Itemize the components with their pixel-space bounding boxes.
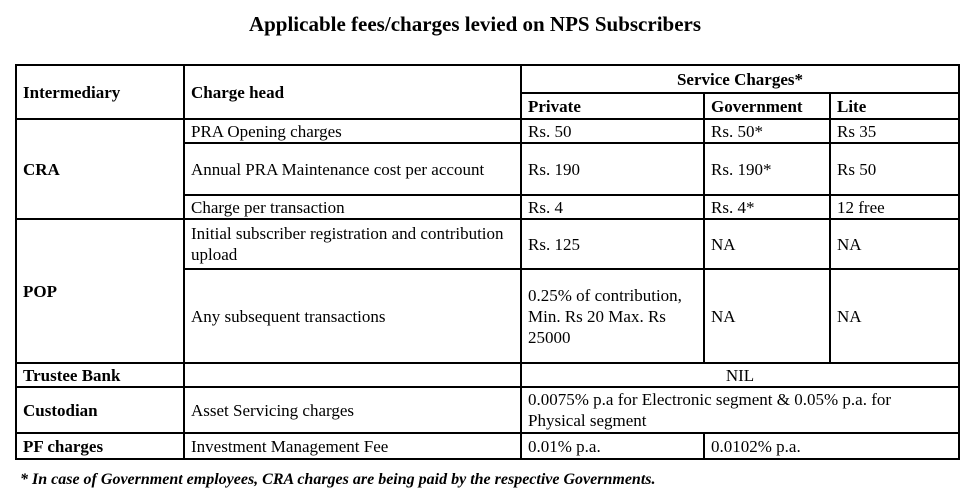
charge-head-cell: Charge per transaction <box>184 195 521 219</box>
charge-head-cell: PRA Opening charges <box>184 119 521 143</box>
government-cell: Rs. 4* <box>704 195 830 219</box>
government-cell: NA <box>704 269 830 363</box>
government-cell: NA <box>704 219 830 269</box>
intermediary-trustee-bank: Trustee Bank <box>16 363 184 387</box>
charge-head-cell: Asset Servicing charges <box>184 387 521 433</box>
lite-cell: NA <box>830 219 959 269</box>
lite-cell: Rs 35 <box>830 119 959 143</box>
table-row <box>16 433 959 459</box>
header-intermediary: Intermediary <box>16 65 184 119</box>
private-cell: 0.01% p.a. <box>521 433 704 459</box>
header-lite: Lite <box>830 93 959 119</box>
footnote: * In case of Government employees, CRA charges are being paid by the respective Governments. <box>20 471 656 488</box>
table-row <box>16 363 959 387</box>
private-cell: Rs. 125 <box>521 219 704 269</box>
header-private: Private <box>521 93 704 119</box>
charge-head-cell: Initial subscriber registration and contribution upload <box>184 219 521 269</box>
custodian-value: 0.0075% p.a for Electronic segment & 0.05% p.a. for Physical segment <box>521 387 959 433</box>
intermediary-cra: CRA <box>16 119 184 219</box>
intermediary-pop: POP <box>16 219 184 363</box>
government-cell: 0.0102% p.a. <box>704 433 959 459</box>
government-cell: Rs. 190* <box>704 143 830 195</box>
private-cell: 0.25% of contribution, Min. Rs 20 Max. Rs 25000 <box>521 269 704 363</box>
header-government: Government <box>704 93 830 119</box>
intermediary-custodian: Custodian <box>16 387 184 433</box>
lite-cell: NA <box>830 269 959 363</box>
header-row <box>16 65 959 93</box>
fees-table <box>15 64 960 460</box>
page-title: Applicable fees/charges levied on NPS Subscribers <box>248 12 702 36</box>
table-row <box>16 119 959 143</box>
lite-cell: 12 free <box>830 195 959 219</box>
private-cell: Rs. 50 <box>521 119 704 143</box>
charge-head-cell: Investment Management Fee <box>184 433 521 459</box>
table-row <box>16 387 959 433</box>
private-cell: Rs. 190 <box>521 143 704 195</box>
trustee-bank-value: NIL <box>521 363 959 387</box>
charge-head-cell: Any subsequent transactions <box>184 269 521 363</box>
intermediary-pf-charges: PF charges <box>16 433 184 459</box>
charge-head-cell: Annual PRA Maintenance cost per account <box>184 143 521 195</box>
charge-head-cell <box>184 363 521 387</box>
lite-cell: Rs 50 <box>830 143 959 195</box>
header-charge-head: Charge head <box>184 65 521 119</box>
private-cell: Rs. 4 <box>521 195 704 219</box>
header-service-charges: Service Charges* <box>521 65 959 93</box>
government-cell: Rs. 50* <box>704 119 830 143</box>
table-row <box>16 219 959 269</box>
